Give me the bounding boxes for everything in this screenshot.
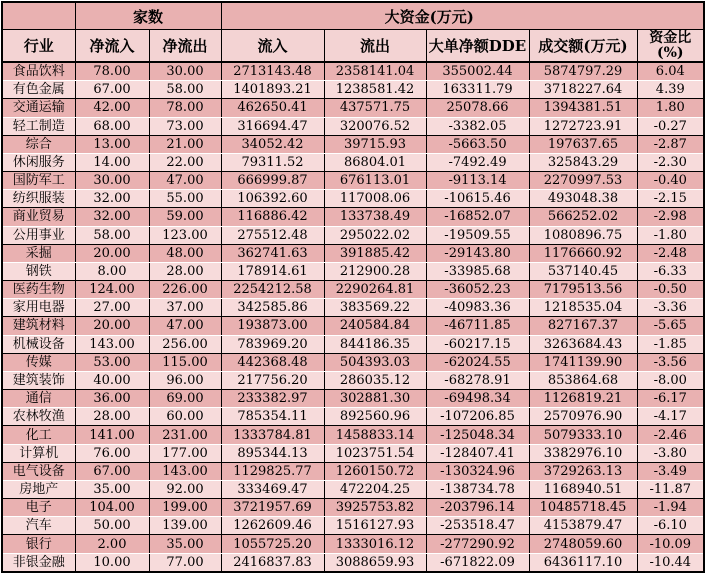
cell-dde-net[interactable]: -5663.50	[426, 135, 529, 153]
cell-net-inflow-count[interactable]: 10.00	[75, 553, 149, 572]
cell-outflow[interactable]: 86804.01	[324, 153, 426, 171]
cell-industry[interactable]: 家用电器	[2, 299, 75, 317]
cell-inflow[interactable]: 79311.52	[221, 153, 324, 171]
cell-fund-ratio[interactable]: -3.49	[637, 462, 704, 480]
cell-industry[interactable]: 建筑材料	[2, 317, 75, 335]
table-row[interactable]	[2, 553, 704, 572]
cell-dde-net[interactable]: -3382.05	[426, 117, 529, 135]
cell-industry[interactable]: 有色金属	[2, 81, 75, 99]
cell-fund-ratio[interactable]: -2.98	[637, 208, 704, 226]
cell-fund-ratio[interactable]: -10.09	[637, 535, 704, 553]
cell-fund-ratio[interactable]: -0.50	[637, 281, 704, 299]
cell-industry[interactable]: 计算机	[2, 444, 75, 462]
table-row[interactable]	[2, 172, 704, 190]
table-row[interactable]	[2, 371, 704, 389]
cell-net-outflow-count[interactable]: 35.00	[149, 535, 221, 553]
table-row[interactable]	[2, 299, 704, 317]
cell-outflow[interactable]: 286035.12	[324, 371, 426, 389]
cell-net-inflow-count[interactable]: 14.00	[75, 153, 149, 171]
cell-industry[interactable]: 传媒	[2, 353, 75, 371]
cell-net-outflow-count[interactable]: 47.00	[149, 317, 221, 335]
cell-inflow[interactable]: 2416837.83	[221, 553, 324, 572]
cell-turnover[interactable]: 2748059.60	[529, 535, 637, 553]
cell-turnover[interactable]: 1168940.51	[529, 480, 637, 498]
cell-net-outflow-count[interactable]: 256.00	[149, 335, 221, 353]
cell-fund-ratio[interactable]: -1.94	[637, 499, 704, 517]
cell-net-outflow-count[interactable]: 143.00	[149, 462, 221, 480]
cell-industry[interactable]: 非银金融	[2, 553, 75, 572]
cell-dde-net[interactable]: -203796.14	[426, 499, 529, 517]
cell-turnover[interactable]: 4153879.47	[529, 517, 637, 535]
cell-inflow[interactable]: 275512.48	[221, 226, 324, 244]
cell-turnover[interactable]: 325843.29	[529, 153, 637, 171]
header-fund-ratio-line2: (%)	[657, 44, 684, 61]
table-row[interactable]	[2, 517, 704, 535]
cell-outflow[interactable]: 2358141.04	[324, 62, 426, 81]
table-row[interactable]	[2, 99, 704, 117]
cell-outflow[interactable]: 240584.84	[324, 317, 426, 335]
cell-turnover[interactable]: 1218535.04	[529, 299, 637, 317]
table-row[interactable]	[2, 190, 704, 208]
header-group-row	[2, 2, 704, 30]
cell-net-outflow-count[interactable]: 60.00	[149, 408, 221, 426]
cell-turnover[interactable]: 853864.68	[529, 371, 637, 389]
cell-fund-ratio[interactable]: -11.87	[637, 480, 704, 498]
cell-inflow[interactable]: 785354.11	[221, 408, 324, 426]
header-fund-ratio-line1: 资金比	[649, 29, 692, 46]
cell-turnover[interactable]: 1126819.21	[529, 390, 637, 408]
cell-net-inflow-count[interactable]: 32.00	[75, 208, 149, 226]
cell-dde-net[interactable]: -60217.15	[426, 335, 529, 353]
cell-dde-net[interactable]: -68278.91	[426, 371, 529, 389]
cell-inflow[interactable]: 3721957.69	[221, 499, 324, 517]
cell-dde-net[interactable]: -33985.68	[426, 262, 529, 280]
cell-outflow[interactable]: 437571.75	[324, 99, 426, 117]
cell-industry[interactable]: 公用事业	[2, 226, 75, 244]
cell-net-inflow-count[interactable]: 67.00	[75, 462, 149, 480]
cell-turnover[interactable]: 1272723.91	[529, 117, 637, 135]
cell-turnover[interactable]: 827167.37	[529, 317, 637, 335]
cell-fund-ratio[interactable]: -10.44	[637, 553, 704, 572]
cell-inflow[interactable]: 1262609.46	[221, 517, 324, 535]
cell-inflow[interactable]: 2254212.58	[221, 281, 324, 299]
cell-fund-ratio[interactable]: -0.27	[637, 117, 704, 135]
cell-turnover[interactable]: 3263684.43	[529, 335, 637, 353]
cell-outflow[interactable]: 391885.42	[324, 244, 426, 262]
table-row[interactable]	[2, 262, 704, 280]
cell-industry[interactable]: 银行	[2, 535, 75, 553]
cell-dde-net[interactable]: 163311.79	[426, 81, 529, 99]
cell-industry[interactable]: 食品饮料	[2, 62, 75, 81]
header-fund-ratio[interactable]	[637, 30, 704, 63]
table-row[interactable]	[2, 480, 704, 498]
cell-inflow[interactable]: 1401893.21	[221, 81, 324, 99]
cell-net-outflow-count[interactable]: 73.00	[149, 117, 221, 135]
cell-net-inflow-count[interactable]: 42.00	[75, 99, 149, 117]
cell-turnover[interactable]: 3729263.13	[529, 462, 637, 480]
cell-dde-net[interactable]: -19509.55	[426, 226, 529, 244]
table-row[interactable]	[2, 444, 704, 462]
cell-outflow[interactable]: 1260150.72	[324, 462, 426, 480]
cell-inflow[interactable]: 217756.20	[221, 371, 324, 389]
cell-dde-net[interactable]: -128407.41	[426, 444, 529, 462]
cell-outflow[interactable]: 383569.22	[324, 299, 426, 317]
cell-inflow[interactable]: 106392.60	[221, 190, 324, 208]
cell-net-outflow-count[interactable]: 59.00	[149, 208, 221, 226]
cell-industry[interactable]: 电子	[2, 499, 75, 517]
cell-net-inflow-count[interactable]: 68.00	[75, 117, 149, 135]
table-row[interactable]	[2, 244, 704, 262]
cell-inflow[interactable]: 2713143.48	[221, 62, 324, 81]
cell-inflow[interactable]: 1333784.81	[221, 426, 324, 444]
cell-net-inflow-count[interactable]: 28.00	[75, 408, 149, 426]
cell-fund-ratio[interactable]: -6.17	[637, 390, 704, 408]
cell-fund-ratio[interactable]: -3.56	[637, 353, 704, 371]
cell-net-outflow-count[interactable]: 231.00	[149, 426, 221, 444]
table-row[interactable]	[2, 535, 704, 553]
table-row[interactable]	[2, 390, 704, 408]
cell-turnover[interactable]: 3382976.10	[529, 444, 637, 462]
cell-outflow[interactable]: 302881.30	[324, 390, 426, 408]
cell-turnover[interactable]: 3718227.64	[529, 81, 637, 99]
cell-turnover[interactable]: 537140.45	[529, 262, 637, 280]
cell-net-inflow-count[interactable]: 35.00	[75, 480, 149, 498]
cell-fund-ratio[interactable]: -3.80	[637, 444, 704, 462]
header-blank-cell-right	[637, 2, 704, 30]
cell-net-outflow-count[interactable]: 115.00	[149, 353, 221, 371]
cell-inflow[interactable]: 178914.61	[221, 262, 324, 280]
cell-outflow[interactable]: 1458833.14	[324, 426, 426, 444]
cell-fund-ratio[interactable]: -1.85	[637, 335, 704, 353]
cell-outflow[interactable]: 504393.03	[324, 353, 426, 371]
cell-industry[interactable]: 纺织服装	[2, 190, 75, 208]
cell-net-inflow-count[interactable]: 67.00	[75, 81, 149, 99]
cell-net-outflow-count[interactable]: 69.00	[149, 390, 221, 408]
cell-outflow[interactable]: 295022.02	[324, 226, 426, 244]
cell-net-outflow-count[interactable]: 96.00	[149, 371, 221, 389]
cell-dde-net[interactable]: -130324.96	[426, 462, 529, 480]
cell-inflow[interactable]: 1129825.77	[221, 462, 324, 480]
cell-outflow[interactable]: 472204.25	[324, 480, 426, 498]
cell-outflow[interactable]: 212900.28	[324, 262, 426, 280]
cell-net-inflow-count[interactable]: 20.00	[75, 244, 149, 262]
cell-fund-ratio[interactable]: -3.36	[637, 299, 704, 317]
cell-dde-net[interactable]: -10615.46	[426, 190, 529, 208]
table-row[interactable]	[2, 208, 704, 226]
cell-turnover[interactable]: 10485718.45	[529, 499, 637, 517]
cell-dde-net[interactable]: 355002.44	[426, 62, 529, 81]
cell-net-outflow-count[interactable]: 78.00	[149, 99, 221, 117]
cell-fund-ratio[interactable]: 4.39	[637, 81, 704, 99]
cell-dde-net[interactable]: -277290.92	[426, 535, 529, 553]
cell-inflow[interactable]: 442368.48	[221, 353, 324, 371]
cell-turnover[interactable]: 7179513.56	[529, 281, 637, 299]
cell-fund-ratio[interactable]: -2.30	[637, 153, 704, 171]
cell-industry[interactable]: 国防军工	[2, 172, 75, 190]
cell-net-inflow-count[interactable]: 36.00	[75, 390, 149, 408]
table-row[interactable]	[2, 135, 704, 153]
cell-fund-ratio[interactable]: -2.87	[637, 135, 704, 153]
cell-inflow[interactable]: 116886.42	[221, 208, 324, 226]
cell-dde-net[interactable]: -36052.23	[426, 281, 529, 299]
cell-industry[interactable]: 汽车	[2, 517, 75, 535]
cell-net-inflow-count[interactable]: 50.00	[75, 517, 149, 535]
cell-turnover[interactable]: 1741139.90	[529, 353, 637, 371]
cell-net-outflow-count[interactable]: 92.00	[149, 480, 221, 498]
cell-industry[interactable]: 房地产	[2, 480, 75, 498]
header-group-count: 家数	[75, 2, 221, 30]
cell-inflow[interactable]: 316694.47	[221, 117, 324, 135]
cell-dde-net[interactable]: -9113.14	[426, 172, 529, 190]
header-industry[interactable]: 行业	[2, 30, 75, 63]
cell-fund-ratio[interactable]: -5.65	[637, 317, 704, 335]
cell-dde-net[interactable]: -46711.85	[426, 317, 529, 335]
cell-inflow[interactable]: 462650.41	[221, 99, 324, 117]
cell-net-inflow-count[interactable]: 141.00	[75, 426, 149, 444]
cell-turnover[interactable]: 493048.38	[529, 190, 637, 208]
cell-turnover[interactable]: 2570976.90	[529, 408, 637, 426]
cell-net-inflow-count[interactable]: 143.00	[75, 335, 149, 353]
cell-dde-net[interactable]: 25078.66	[426, 99, 529, 117]
table-row[interactable]	[2, 117, 704, 135]
cell-fund-ratio[interactable]: -6.10	[637, 517, 704, 535]
cell-industry[interactable]: 商业贸易	[2, 208, 75, 226]
cell-turnover[interactable]: 5874797.29	[529, 62, 637, 81]
cell-inflow[interactable]: 362741.63	[221, 244, 324, 262]
cell-inflow[interactable]: 34052.42	[221, 135, 324, 153]
cell-net-outflow-count[interactable]: 139.00	[149, 517, 221, 535]
cell-net-outflow-count[interactable]: 22.00	[149, 153, 221, 171]
cell-net-outflow-count[interactable]: 77.00	[149, 553, 221, 572]
cell-fund-ratio[interactable]: -4.17	[637, 408, 704, 426]
cell-dde-net[interactable]: -125048.34	[426, 426, 529, 444]
cell-turnover[interactable]: 6436117.10	[529, 553, 637, 572]
table-row[interactable]	[2, 62, 704, 81]
table-row[interactable]	[2, 153, 704, 171]
sector-fund-flow-table	[1, 1, 705, 573]
cell-dde-net[interactable]: -253518.47	[426, 517, 529, 535]
cell-net-outflow-count[interactable]: 55.00	[149, 190, 221, 208]
cell-outflow[interactable]: 117008.06	[324, 190, 426, 208]
cell-dde-net[interactable]: -7492.49	[426, 153, 529, 171]
cell-net-outflow-count[interactable]: 21.00	[149, 135, 221, 153]
cell-dde-net[interactable]: -138734.78	[426, 480, 529, 498]
cell-industry[interactable]: 综合	[2, 135, 75, 153]
cell-fund-ratio[interactable]: -6.33	[637, 262, 704, 280]
cell-net-inflow-count[interactable]: 30.00	[75, 172, 149, 190]
cell-fund-ratio[interactable]: -1.80	[637, 226, 704, 244]
cell-inflow[interactable]: 783969.20	[221, 335, 324, 353]
cell-industry[interactable]: 化工	[2, 426, 75, 444]
header-columns-row	[2, 30, 704, 63]
cell-inflow[interactable]: 666999.87	[221, 172, 324, 190]
cell-industry[interactable]: 农林牧渔	[2, 408, 75, 426]
cell-outflow[interactable]: 1333016.12	[324, 535, 426, 553]
cell-net-inflow-count[interactable]: 58.00	[75, 226, 149, 244]
cell-industry[interactable]: 机械设备	[2, 335, 75, 353]
table-row[interactable]	[2, 335, 704, 353]
cell-net-inflow-count[interactable]: 13.00	[75, 135, 149, 153]
cell-dde-net[interactable]: -69498.34	[426, 390, 529, 408]
cell-fund-ratio[interactable]: -2.46	[637, 426, 704, 444]
table-row[interactable]	[2, 408, 704, 426]
cell-outflow[interactable]: 844186.35	[324, 335, 426, 353]
cell-turnover[interactable]: 1176660.92	[529, 244, 637, 262]
cell-fund-ratio[interactable]: -0.40	[637, 172, 704, 190]
header-group-big-funds: 大资金(万元)	[221, 2, 637, 30]
cell-net-inflow-count[interactable]: 32.00	[75, 190, 149, 208]
cell-dde-net[interactable]: -671822.09	[426, 553, 529, 572]
cell-turnover[interactable]: 1080896.75	[529, 226, 637, 244]
cell-fund-ratio[interactable]: -2.15	[637, 190, 704, 208]
cell-net-outflow-count[interactable]: 37.00	[149, 299, 221, 317]
table-row[interactable]	[2, 81, 704, 99]
table-row[interactable]	[2, 226, 704, 244]
cell-inflow[interactable]: 193873.00	[221, 317, 324, 335]
table-row[interactable]	[2, 281, 704, 299]
cell-outflow[interactable]: 1516127.93	[324, 517, 426, 535]
header-turnover[interactable]: 成交额(万元)	[529, 30, 637, 63]
table-row[interactable]	[2, 499, 704, 517]
cell-net-inflow-count[interactable]: 124.00	[75, 281, 149, 299]
cell-dde-net[interactable]: -107206.85	[426, 408, 529, 426]
cell-inflow[interactable]: 342585.86	[221, 299, 324, 317]
cell-turnover[interactable]: 2270997.53	[529, 172, 637, 190]
cell-industry[interactable]: 通信	[2, 390, 75, 408]
cell-net-outflow-count[interactable]: 48.00	[149, 244, 221, 262]
cell-fund-ratio[interactable]: -8.00	[637, 371, 704, 389]
header-inflow[interactable]: 流入	[221, 30, 324, 63]
cell-outflow[interactable]: 3088659.93	[324, 553, 426, 572]
cell-turnover[interactable]: 566252.02	[529, 208, 637, 226]
cell-dde-net[interactable]: -16852.07	[426, 208, 529, 226]
cell-net-outflow-count[interactable]: 30.00	[149, 62, 221, 81]
cell-outflow[interactable]: 2290264.81	[324, 281, 426, 299]
cell-net-inflow-count[interactable]: 76.00	[75, 444, 149, 462]
cell-dde-net[interactable]: -40983.36	[426, 299, 529, 317]
cell-industry[interactable]: 建筑装饰	[2, 371, 75, 389]
cell-outflow[interactable]: 1238581.42	[324, 81, 426, 99]
table-row[interactable]	[2, 353, 704, 371]
cell-net-outflow-count[interactable]: 28.00	[149, 262, 221, 280]
header-blank-cell	[2, 2, 75, 30]
cell-net-outflow-count[interactable]: 123.00	[149, 226, 221, 244]
cell-outflow[interactable]: 676113.01	[324, 172, 426, 190]
cell-industry[interactable]: 采掘	[2, 244, 75, 262]
cell-industry[interactable]: 钢铁	[2, 262, 75, 280]
cell-net-inflow-count[interactable]: 78.00	[75, 62, 149, 81]
cell-net-inflow-count[interactable]: 104.00	[75, 499, 149, 517]
cell-inflow[interactable]: 895344.13	[221, 444, 324, 462]
table-row[interactable]	[2, 462, 704, 480]
cell-dde-net[interactable]: -29143.80	[426, 244, 529, 262]
cell-outflow[interactable]: 892560.96	[324, 408, 426, 426]
cell-net-inflow-count[interactable]: 53.00	[75, 353, 149, 371]
cell-dde-net[interactable]: -62024.55	[426, 353, 529, 371]
cell-industry[interactable]: 医药生物	[2, 281, 75, 299]
cell-industry[interactable]: 轻工制造	[2, 117, 75, 135]
cell-fund-ratio[interactable]: 1.80	[637, 99, 704, 117]
cell-turnover[interactable]: 5079333.10	[529, 426, 637, 444]
header-net-outflow-count[interactable]: 净流出	[149, 30, 221, 63]
cell-net-outflow-count[interactable]: 199.00	[149, 499, 221, 517]
table-row[interactable]	[2, 426, 704, 444]
cell-net-outflow-count[interactable]: 58.00	[149, 81, 221, 99]
header-dde[interactable]: 大单净额DDE	[426, 30, 529, 63]
cell-net-inflow-count[interactable]: 40.00	[75, 371, 149, 389]
cell-fund-ratio[interactable]: 6.04	[637, 62, 704, 81]
cell-inflow[interactable]: 1055725.20	[221, 535, 324, 553]
cell-fund-ratio[interactable]: -2.48	[637, 244, 704, 262]
cell-net-inflow-count[interactable]: 27.00	[75, 299, 149, 317]
cell-net-inflow-count[interactable]: 8.00	[75, 262, 149, 280]
cell-industry[interactable]: 休闲服务	[2, 153, 75, 171]
cell-outflow[interactable]: 3925753.82	[324, 499, 426, 517]
header-outflow[interactable]: 流出	[324, 30, 426, 63]
table-row[interactable]	[2, 317, 704, 335]
cell-net-outflow-count[interactable]: 226.00	[149, 281, 221, 299]
cell-net-inflow-count[interactable]: 20.00	[75, 317, 149, 335]
cell-industry[interactable]: 电气设备	[2, 462, 75, 480]
cell-inflow[interactable]: 233382.97	[221, 390, 324, 408]
cell-net-outflow-count[interactable]: 47.00	[149, 172, 221, 190]
cell-inflow[interactable]: 333469.47	[221, 480, 324, 498]
cell-outflow[interactable]: 39715.93	[324, 135, 426, 153]
cell-outflow[interactable]: 133738.49	[324, 208, 426, 226]
cell-industry[interactable]: 交通运输	[2, 99, 75, 117]
header-net-inflow-count[interactable]: 净流入	[75, 30, 149, 63]
table-body	[2, 62, 704, 572]
cell-outflow[interactable]: 320076.52	[324, 117, 426, 135]
cell-net-outflow-count[interactable]: 177.00	[149, 444, 221, 462]
cell-turnover[interactable]: 197637.65	[529, 135, 637, 153]
cell-outflow[interactable]: 1023751.54	[324, 444, 426, 462]
cell-turnover[interactable]: 1394381.51	[529, 99, 637, 117]
cell-net-inflow-count[interactable]: 2.00	[75, 535, 149, 553]
